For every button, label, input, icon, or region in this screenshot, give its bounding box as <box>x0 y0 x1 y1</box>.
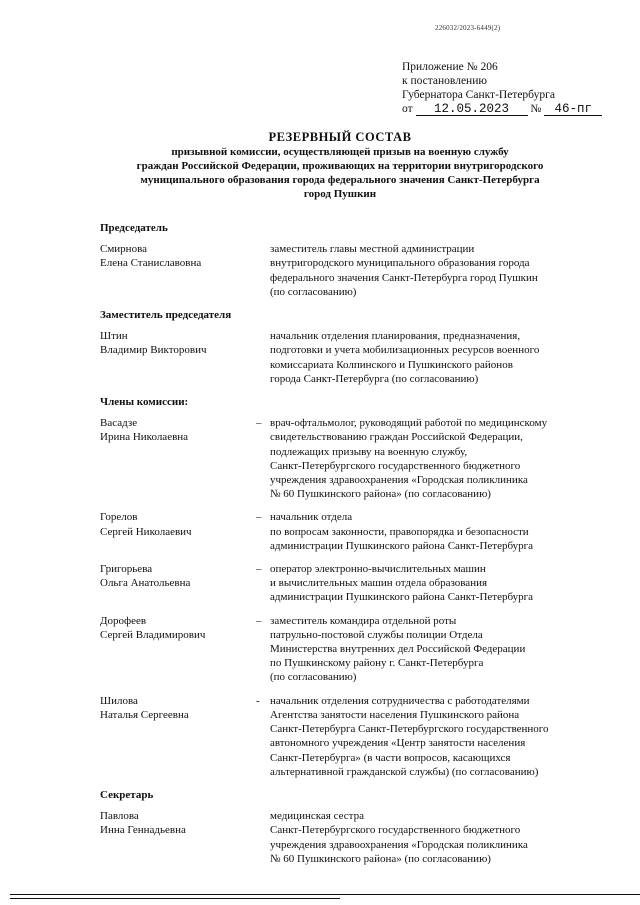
member-name-line: Инна Геннадьевна <box>100 824 186 837</box>
member-dash: – <box>256 563 262 576</box>
member-name <box>100 510 256 553</box>
member-name <box>100 242 256 299</box>
decree-number: 46-пг <box>544 103 602 116</box>
member-name <box>100 809 256 866</box>
document-heading <box>70 129 610 201</box>
member-role-line: начальник отделения планирования, предназначения, <box>270 330 521 343</box>
member-name-line: Горелов <box>100 511 138 524</box>
member-role-line: (по согласованию) <box>270 671 357 684</box>
member-role-line: города Санкт-Петербурга (по согласованию) <box>270 372 479 385</box>
section-title: Члены комиссии: <box>100 396 189 409</box>
member-role-line: подлежащих призыву на военную службу, <box>270 445 468 458</box>
member-name-line: Штин <box>100 330 128 343</box>
member-role-line: автономного учреждения «Центр занятости населения <box>270 737 526 750</box>
member-role-line: Санкт-Петербургского государственного бюджетного <box>270 459 521 472</box>
member-role-line: Санкт-Петербургского государственного бюджетного <box>270 824 521 837</box>
member-role-line: начальник отдела <box>270 511 353 524</box>
member-role-line: Министерства внутренних дел Российской Федерации <box>270 643 526 656</box>
member-role-line: врач-офтальмолог, руководящий работой по медицинскому <box>270 417 548 430</box>
member-role-line: комиссариата Колпинского и Пушкинского районов <box>270 358 513 371</box>
member-dash <box>256 809 270 866</box>
member-role-line: (по согласованию) <box>270 285 357 298</box>
heading-line-2: граждан Российской Федерации, проживающих на территории внутригородского <box>136 160 544 172</box>
member-role <box>270 416 600 501</box>
member-dash: – <box>256 511 262 524</box>
member-row <box>100 242 600 299</box>
member-role-line: заместитель главы местной администрации <box>270 243 475 256</box>
member-name-line: Ирина Николаевна <box>100 431 189 444</box>
member-name-line: Владимир Викторович <box>100 344 207 357</box>
member-name-line: Смирнова <box>100 243 148 256</box>
appendix-line-1: Приложение № 206 <box>402 61 498 73</box>
member-name-line: Григорьева <box>100 563 153 576</box>
section-title: Заместитель председателя <box>100 309 232 322</box>
member-name <box>100 694 256 779</box>
heading-title: РЕЗЕРВНЫЙ СОСТАВ <box>268 130 412 144</box>
member-role <box>270 614 600 685</box>
footer-rule-short <box>10 898 340 899</box>
member-name-line: Васадзе <box>100 417 138 430</box>
member-name <box>100 416 256 501</box>
member-row <box>100 694 600 779</box>
member-name <box>100 562 256 605</box>
member-row <box>100 416 600 501</box>
member-role-line: заместитель командира отдельной роты <box>270 614 457 627</box>
member-role-line: свидетельствованию граждан Российской Федерации, <box>270 431 523 444</box>
member-role-line: по вопросам законности, правопорядка и безопасности <box>270 525 529 538</box>
member-role <box>270 694 600 779</box>
member-role-line: альтернативной гражданской службы) (по согласованию) <box>270 765 539 778</box>
footer-rule <box>10 894 640 895</box>
member-row <box>100 562 600 605</box>
member-name-line: Сергей Владимирович <box>100 628 206 641</box>
member-role <box>270 562 600 605</box>
member-role-line: администрации Пушкинского района Санкт-Петербурга <box>270 539 534 552</box>
heading-line-3: муниципального образования города федерального значения Санкт-Петербурга <box>140 174 540 186</box>
appendix-block <box>402 60 602 116</box>
member-role-line: оператор электронно-вычислительных машин <box>270 563 486 576</box>
member-name-line: Шилова <box>100 694 138 707</box>
member-dash <box>256 329 270 386</box>
member-role-line: Санкт-Петербурга Санкт-Петербургского государственного <box>270 723 549 736</box>
member-role-line: № 60 Пушкинского района» (по согласованию) <box>270 852 491 865</box>
member-role-line: начальник отделения сотрудничества с работодателями <box>270 694 530 707</box>
member-role-line: Санкт-Петербурга» (в части вопросов, касающихся <box>270 751 511 764</box>
member-role <box>270 242 600 299</box>
section-title: Председатель <box>100 222 168 234</box>
member-name <box>100 329 256 386</box>
document-number: 226032/2023-6449(2) <box>435 24 501 32</box>
member-role-line: по Пушкинскому району г. Санкт-Петербурга <box>270 657 484 670</box>
member-name <box>100 614 256 685</box>
member-row <box>100 510 600 553</box>
appendix-line-2: к постановлению <box>402 75 487 87</box>
member-dash <box>256 242 270 299</box>
commission-composition <box>100 218 600 875</box>
number-label: № <box>530 103 542 115</box>
member-dash: - <box>256 694 260 707</box>
member-row <box>100 809 600 866</box>
member-row <box>100 329 600 386</box>
member-role-line: внутригородского муниципального образования города <box>270 257 530 270</box>
section-title: Секретарь <box>100 788 154 801</box>
member-name-line: Елена Станиславовна <box>100 257 202 270</box>
member-role-line: № 60 Пушкинского района» (по согласованию) <box>270 488 491 501</box>
member-name-line: Ольга Анатольевна <box>100 577 191 590</box>
heading-line-4: город Пушкин <box>303 188 377 200</box>
member-name-line: Дорофеев <box>100 614 147 627</box>
member-role-line: федерального значения Санкт-Петербурга город Пушкин <box>270 271 538 284</box>
member-role-line: и вычислительных машин отдела образования <box>270 577 488 590</box>
member-role-line: патрульно-постовой службы полиции Отдела <box>270 628 483 641</box>
member-role-line: учреждения здравоохранения «Городская поликлиника <box>270 474 528 487</box>
member-name-line: Сергей Николаевич <box>100 525 192 538</box>
member-dash: – <box>256 614 262 627</box>
member-role <box>270 510 600 553</box>
heading-line-1: призывной комиссии, осуществляющей призыв на военную службу <box>171 146 509 158</box>
member-name-line: Павлова <box>100 810 139 823</box>
member-role-line: подготовки и учета мобилизационных ресурсов военного <box>270 344 540 357</box>
member-role <box>270 329 600 386</box>
member-role-line: администрации Пушкинского района Санкт-Петербурга <box>270 591 534 604</box>
member-role-line: Агентства занятости населения Пушкинского района <box>270 708 520 721</box>
appendix-date-line <box>402 102 602 116</box>
member-row <box>100 614 600 685</box>
member-role <box>270 809 600 866</box>
member-role-line: учреждения здравоохранения «Городская поликлиника <box>270 838 528 851</box>
from-label: от <box>402 103 413 115</box>
member-role-line: медицинская сестра <box>270 810 364 823</box>
member-dash: – <box>256 417 262 430</box>
member-name-line: Наталья Сергеевна <box>100 708 189 721</box>
appendix-line-3: Губернатора Санкт-Петербурга <box>402 89 555 101</box>
decree-date: 12.05.2023 <box>416 103 528 116</box>
